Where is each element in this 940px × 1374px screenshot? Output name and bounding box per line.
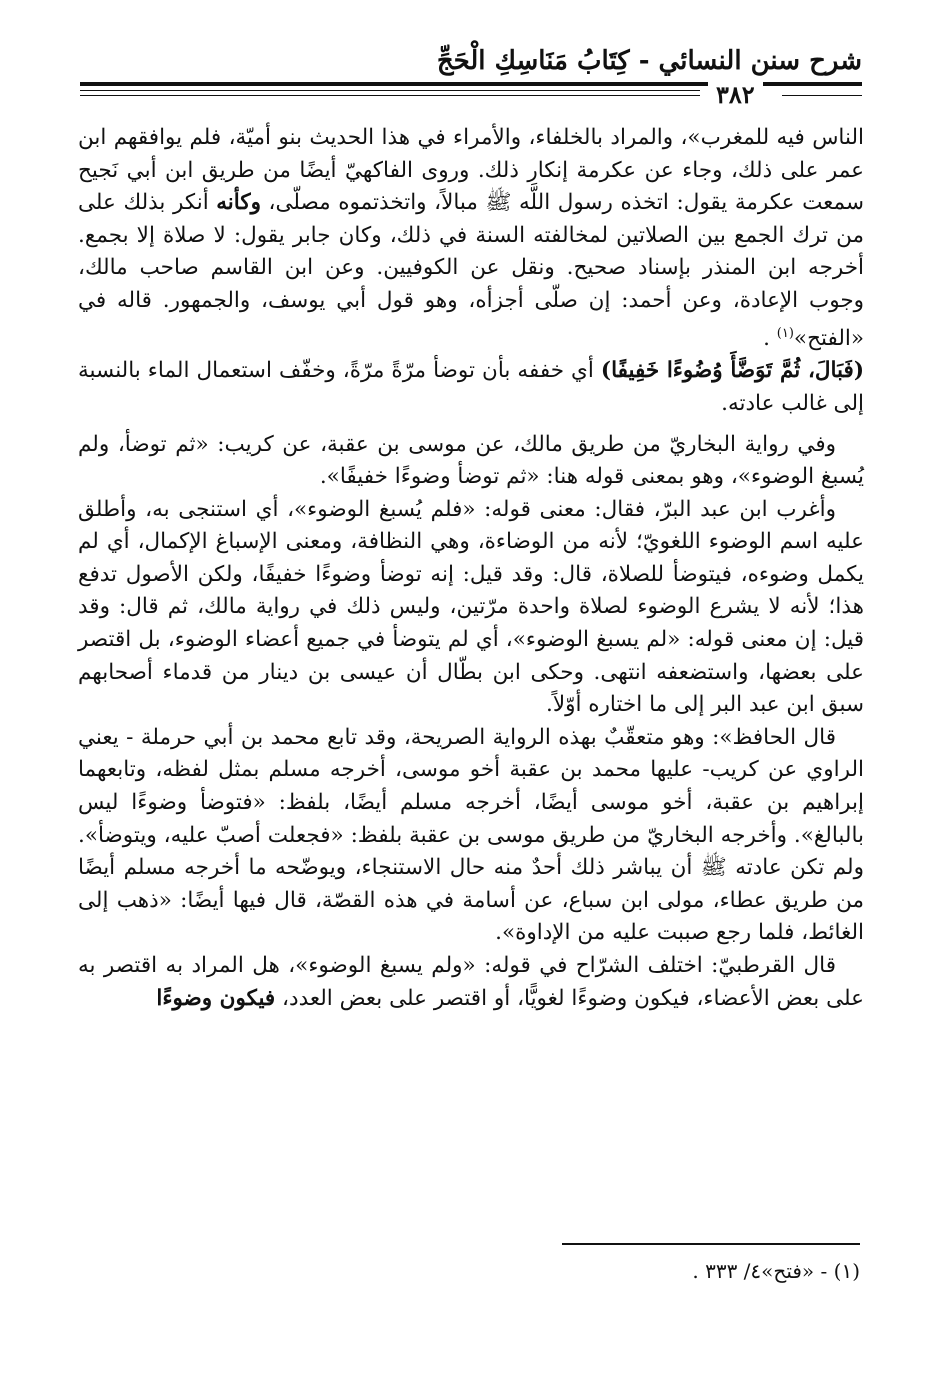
header-rule-thin-second bbox=[80, 95, 700, 96]
page-header bbox=[80, 44, 862, 109]
footnote-separator bbox=[562, 1243, 860, 1245]
header-rule-thin bbox=[80, 90, 700, 91]
paragraph-5: قال الحافظ»: وهو متعقّبٌ بهذه الرواية الصريحة، وقد تابع محمد بن أبي حرملة - يعني الراوي عن كريب- عليها محمد بن عقبة أخو موسى، أخرجه مسلم بمثل لفظه، وتابعهما إبراهيم بن عقبة، أخو موسى أيضًا، أخرجه مسلم أيضًا، بلفظ: «فتوضأ وضوءًا ليس بالبالغ». وأخرجه البخاريّ من طريق موسى بن عقبة بلفظ: «فجعلت أصبّ عليه، ويتوضأ». ولم تكن عادته ﷺ أن يباشر ذلك أحدٌ منه حال الاستنجاء، ويوضّحه ما أخرجه مسلم أيضًا من طريق عطاء، مولى ابن سباع، عن أسامة في هذه القصّة، قال فيها أيضًا: «ذهب إلى الغائط، فلما رجع صببت عليه من الإداوة». bbox=[78, 724, 864, 946]
footnote-reference[interactable]: (١) bbox=[776, 325, 794, 341]
body-text bbox=[78, 122, 864, 1015]
page-title: شرح سنن النسائي - كِتَابُ مَنَاسِكِ الْحَجِّ bbox=[436, 46, 862, 76]
paragraph-1: الناس فيه للمغرب»، والمراد بالخلفاء، والأمراء في هذا الحديث بنو أميّة، فلم يوافقهم ابن عمر على ذلك، وجاء عن عكرمة إنكار ذلك. وروى الفاكهيّ أيضًا من طريق ابن أبي نَجيح سمعت عكرمة يقول: اتخذه رسول اللَّه ﷺ مبالاً، واتخذتموه مصلّى، وكأنه أنكر بذلك على من ترك الجمع بين الصلاتين لمخالفته السنة في ذلك، وكان جابر يقول: لا صلاة إلا بجمع. أخرجه ابن المنذر بإسناد صحيح. ونقل عن الكوفيين. وعن ابن القاسم صاحب مالك، وجوب الإعادة، وعن أحمد: إن صلّى أجزأه، وهو قول أبي يوسف، والجمهور. قاله في «الفتح»$^{(١)}$ . bbox=[78, 125, 864, 351]
footnote: (١) - «فتح»٤/ ٣٣٣ . bbox=[692, 1259, 860, 1283]
paragraph-4: وأغرب ابن عبد البرّ، فقال: معنى قوله: «فلم يُسبغ الوضوء»، أي استنجى به، وأطلق عليه اسم الوضوء اللغويّ؛ لأنه من الوضاءة، وهي النظافة، ومعنى الإسباغ الإكمال، أي لم يكمل وضوءه، فيتوضأ للصلاة، قال: وقد قيل: إنه توضأ وضوءًا خفيفًا، ولكن الأصول تدفع هذا؛ لأنه لا يشرع الوضوء لصلاة واحدة مرّتين، وليس ذلك في رواية مالك، ثم قال: وقد قيل: إن معنى قوله: «لم يسبغ الوضوء»، أي لم يتوضأ في جميع أعضاء الوضوء، بل اقتصر على بعضها، واستضعفه انتهى. وحكى ابن بطّال أن عيسى بن دينار من قدماء أصحابهم سبق ابن عبد البر إلى ما اختاره أوّلاً. bbox=[78, 496, 864, 718]
page-number: ٣٨٢ bbox=[708, 82, 763, 108]
header-rule-short bbox=[782, 95, 862, 96]
paragraph-6: قال القرطبيّ: اختلف الشرّاح في قوله: «ولم يسبغ الوضوء»، هل المراد به اقتصر به على بعض الأعضاء، فيكون وضوءًا لغويًّا، أو اقتصر على بعض العدد، فيكون وضوءًا bbox=[78, 953, 864, 1011]
paragraph-2: (فَبَالَ، ثُمَّ تَوَضَّأَ وُضُوءًا خَفِيفًا) أي خففه بأن توضأ مرّةً مرّةً، وخفّف استعمال الماء بالنسبة إلى غالب عادته. bbox=[78, 358, 864, 416]
paragraph-3: وفي رواية البخاريّ من طريق مالك، عن موسى بن عقبة، عن كريب: «ثم توضأ، ولم يُسبغ الوضوء»، وهو بمعنى قوله هنا: «ثم توضأ وضوءًا خفيفًا». bbox=[78, 431, 864, 490]
